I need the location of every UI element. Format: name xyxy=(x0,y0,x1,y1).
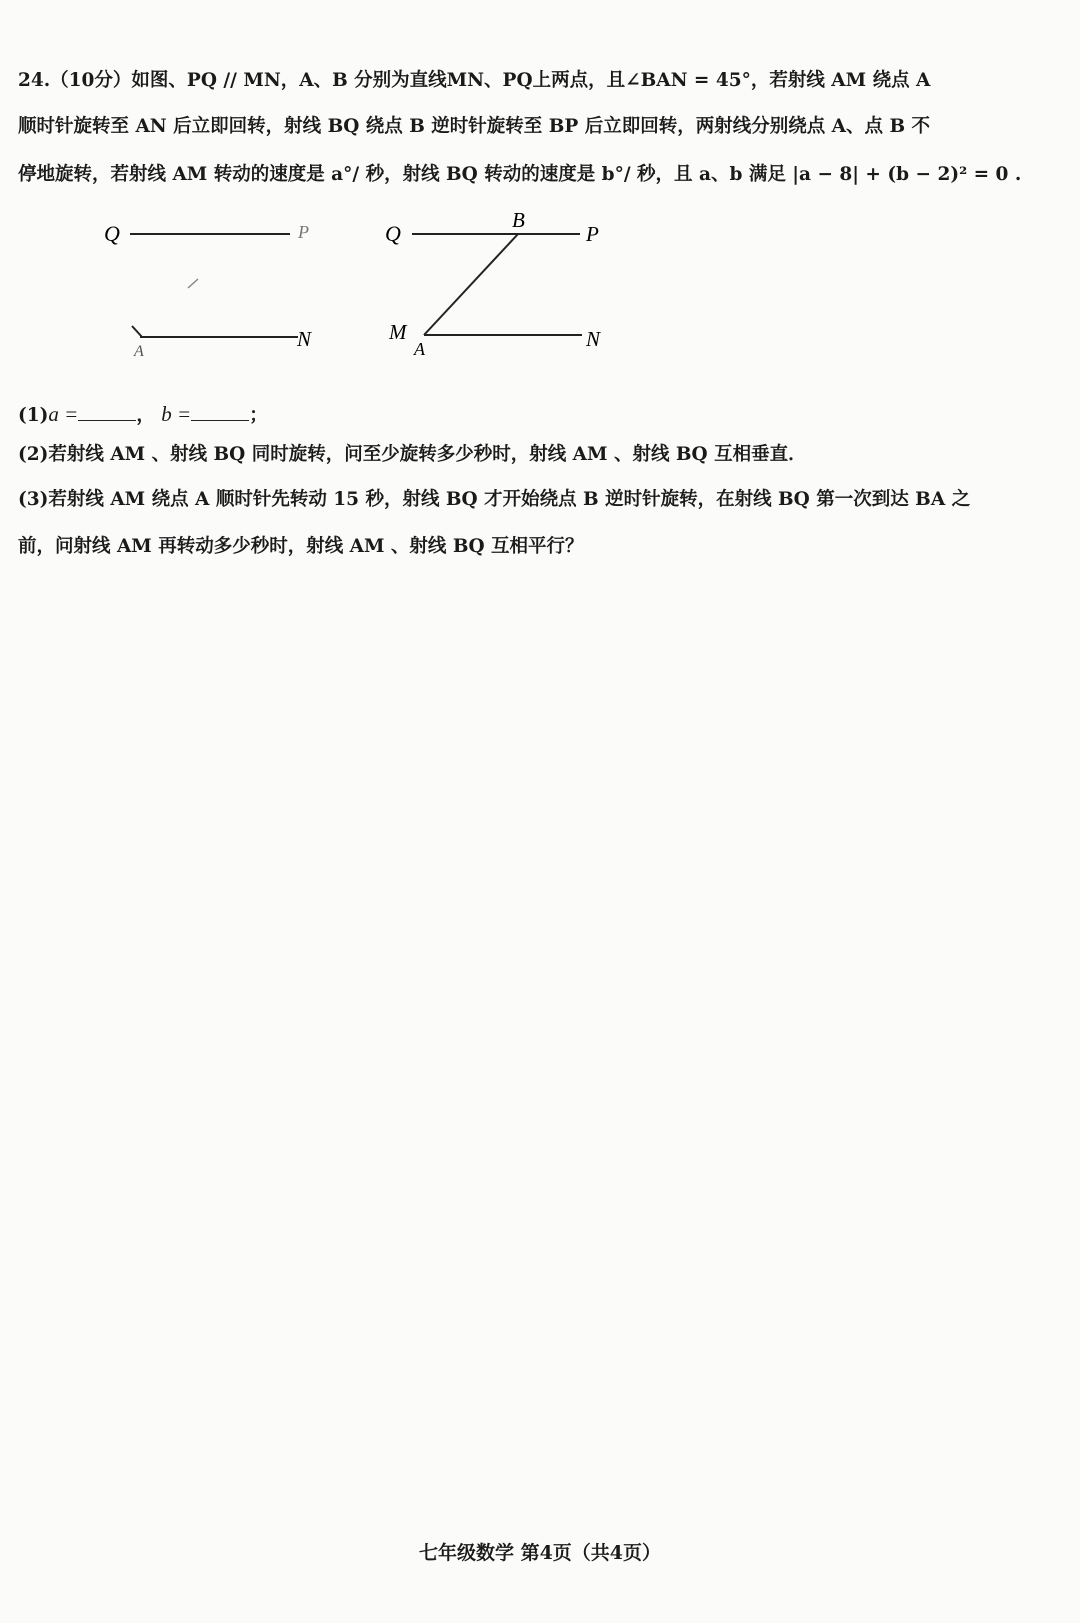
figure-left xyxy=(104,221,312,360)
faint-mark-left xyxy=(188,279,198,288)
label-Q-left: Q xyxy=(104,221,120,246)
q1-b-label: b = xyxy=(161,402,192,426)
question-2: (2)若射线 AM 、射线 BQ 同时旋转，问至少旋转多少秒时，射线 AM 、射线 BQ 互相垂直． xyxy=(18,444,807,465)
page-footer: 七年级数学 第4页（共4页） xyxy=(418,1542,662,1564)
q1-b-blank[interactable] xyxy=(191,406,249,421)
q1-end: ； xyxy=(249,405,268,426)
problem-line-1: 24.（10分）如图、PQ // MN，A、B 分别为直线MN、PQ上两点，且∠BAN = 45°，若射线 AM 绕点 A xyxy=(18,70,931,91)
label-P-right: P xyxy=(586,222,599,246)
label-A-left: A xyxy=(134,343,144,360)
geometry-figures xyxy=(0,0,1080,380)
label-N-left: N xyxy=(297,327,312,351)
segment-AB xyxy=(424,234,518,335)
problem-line-3: 停地旋转，若射线 AM 转动的速度是 a°/ 秒，射线 BQ 转动的速度是 b°/ 秒，且 a、b 满足 |a − 8| + (b − 2)² = 0 . xyxy=(18,164,1022,185)
label-B-right: B xyxy=(512,208,525,232)
label-N-right: N xyxy=(586,327,601,351)
tick-A-left xyxy=(132,326,142,337)
figure-right xyxy=(385,208,601,359)
label-Q-right: Q xyxy=(385,221,401,246)
label-P-left: P xyxy=(298,222,309,242)
q1-a-blank[interactable] xyxy=(78,406,136,421)
q1-prefix: (1) xyxy=(18,405,49,426)
question-1 xyxy=(18,401,1058,427)
question-3-line-2: 前，问射线 AM 再转动多少秒时，射线 AM 、射线 BQ 互相平行？ xyxy=(18,536,584,557)
question-3-line-1: (3)若射线 AM 绕点 A 顺时针先转动 15 秒，射线 BQ 才开始绕点 B 逆时针旋转，在射线 BQ 第一次到达 BA 之 xyxy=(18,489,971,510)
q1-a-label: a = xyxy=(48,402,79,426)
label-A-right: A xyxy=(414,339,425,359)
label-M-right: M xyxy=(389,320,407,344)
q1-separator: ， xyxy=(136,405,155,426)
problem-line-2: 顺时针旋转至 AN 后立即回转，射线 BQ 绕点 B 逆时针旋转至 BP 后立即回转，两射线分别绕点 A、点 B 不 xyxy=(18,116,931,137)
